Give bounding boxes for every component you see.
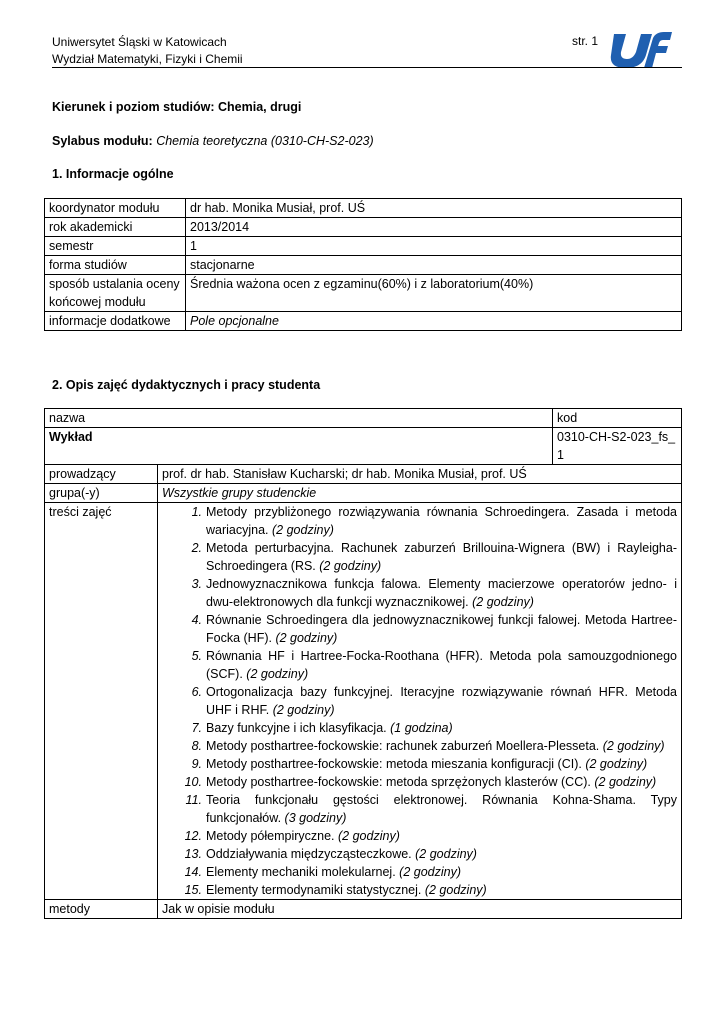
- topic-number: 2.: [191, 541, 202, 555]
- table-row: [45, 312, 682, 331]
- code-header: kod: [553, 409, 682, 428]
- topic-item: [162, 827, 677, 845]
- study-label: Kierunek i poziom studiów:: [52, 100, 215, 114]
- topic-text: [206, 611, 677, 647]
- methods-label: metody: [45, 900, 158, 919]
- topic-hours: (2 godziny): [338, 829, 400, 843]
- topic-body: Bazy funkcyjne i ich klasyfikacja.: [206, 721, 387, 735]
- content-label: treści zajęć: [45, 503, 158, 900]
- section1-title: 1. Informacje ogólne: [52, 167, 174, 181]
- methods-value: Jak w opisie modułu: [158, 900, 682, 919]
- topic-text: [206, 503, 677, 539]
- header-rule: [52, 67, 682, 68]
- row-value: 1: [186, 237, 682, 256]
- table-row: [45, 199, 682, 218]
- table-row: [45, 237, 682, 256]
- faculty-name: Wydział Matematyki, Fizyki i Chemii: [52, 52, 243, 66]
- table-row: [45, 465, 682, 484]
- university-name: Uniwersytet Śląski w Katowicach: [52, 35, 227, 49]
- topic-hours: (1 godzina): [390, 721, 453, 735]
- topic-hours: (2 godziny): [275, 631, 338, 645]
- topic-item: [162, 647, 677, 683]
- topic-body: Teoria funkcjonału gęstości elektronowej. Równania Kohna-Shama. Typy funkcjonałów.: [206, 793, 677, 825]
- topic-number: 4.: [191, 613, 202, 627]
- instructors-label: prowadzący: [45, 465, 158, 484]
- topic-hours: (2 godziny): [246, 667, 309, 681]
- instructors-value: prof. dr hab. Stanisław Kucharski; dr hab. Monika Musiał, prof. UŚ: [158, 465, 682, 484]
- row-value: 2013/2014: [186, 218, 682, 237]
- topic-body: Elementy termodynamiki statystycznej.: [206, 883, 422, 897]
- topic-number: 7.: [191, 721, 202, 735]
- general-info-table: [44, 198, 682, 331]
- name-header: nazwa: [45, 409, 553, 428]
- topic-body: Metody przybliżonego rozwiązywania równania Schroedingera. Zasada i metoda wariacyjna.: [206, 505, 677, 537]
- topic-text: [206, 683, 677, 719]
- row-label: informacje dodatkowe: [45, 312, 186, 331]
- syllabus-value: Chemia teoretyczna (0310-CH-S2-023): [156, 134, 374, 148]
- course-code: 0310-CH-S2-023_fs_1: [553, 428, 682, 465]
- topic-text: [206, 575, 677, 611]
- topic-body: Oddziaływania międzycząsteczkowe.: [206, 847, 412, 861]
- topic-text: [206, 539, 677, 575]
- topic-number: 13.: [184, 847, 202, 861]
- topic-number: 12.: [184, 829, 202, 843]
- topic-item: [162, 539, 677, 575]
- topics-list: [162, 503, 677, 899]
- topic-number: 5.: [191, 649, 202, 663]
- topic-number: 11.: [185, 793, 202, 807]
- content-cell: [158, 503, 682, 900]
- topic-item: [162, 683, 677, 719]
- table-row: [45, 900, 682, 919]
- topic-text: [206, 647, 677, 683]
- page-header: [52, 34, 243, 68]
- page-number: str. 1: [572, 34, 599, 48]
- topic-text: [206, 755, 677, 773]
- topic-text: [206, 827, 677, 845]
- topic-item: [162, 773, 677, 791]
- group-value: Wszystkie grupy studenckie: [158, 484, 682, 503]
- row-label: forma studiów: [45, 256, 186, 275]
- course-description-table: [44, 408, 682, 919]
- section2-title: 2. Opis zajęć dydaktycznych i pracy studenta: [52, 378, 321, 392]
- topic-body: Metody posthartree-fockowskie: metoda mieszania konfiguracji (CI).: [206, 757, 582, 771]
- university-logo: [608, 28, 674, 70]
- topic-body: Metody posthartree-fockowskie: rachunek zaburzeń Moellera-Plesseta.: [206, 739, 600, 753]
- topic-hours: (2 godziny): [585, 757, 648, 771]
- topic-item: [162, 611, 677, 647]
- topic-hours: (2 godziny): [424, 883, 487, 897]
- topic-item: [162, 719, 677, 737]
- topic-item: [162, 575, 677, 611]
- table-row: [45, 409, 682, 428]
- table-row: [45, 256, 682, 275]
- topic-item: [162, 791, 677, 827]
- topic-hours: (2 godziny): [415, 847, 477, 861]
- table-row: [45, 428, 682, 465]
- syllabus-label: Sylabus modułu:: [52, 134, 153, 148]
- topic-number: 14.: [184, 865, 202, 879]
- row-label: sposób ustalania oceny końcowej modułu: [45, 275, 186, 312]
- topic-number: 9.: [191, 757, 202, 771]
- topic-text: [206, 773, 677, 791]
- topic-number: 10.: [184, 775, 202, 789]
- topic-item: [162, 755, 677, 773]
- topic-item: [162, 881, 677, 899]
- table-row: [45, 503, 682, 900]
- topic-item: [162, 737, 677, 755]
- topic-number: 1.: [191, 505, 202, 519]
- study-line: [52, 100, 301, 114]
- topic-body: Równania HF i Hartree-Focka-Roothana (HFR). Metoda pola samouzgodnionego (SCF).: [206, 649, 677, 681]
- group-label: grupa(-y): [45, 484, 158, 503]
- topic-hours: (2 godziny): [319, 559, 382, 573]
- course-name: Wykład: [45, 428, 553, 465]
- topic-text: [206, 881, 677, 899]
- row-label: semestr: [45, 237, 186, 256]
- topic-number: 8.: [191, 739, 202, 753]
- table-row: [45, 218, 682, 237]
- topic-body: Metody posthartree-fockowskie: metoda sprzężonych klasterów (CC).: [206, 775, 591, 789]
- topic-hours: (2 godziny): [399, 865, 461, 879]
- topic-text: [206, 863, 677, 881]
- topic-hours: (3 godziny): [284, 811, 347, 825]
- topic-item: [162, 863, 677, 881]
- topic-number: 3.: [191, 577, 202, 591]
- topic-number: 15.: [184, 883, 202, 897]
- topic-body: Metoda perturbacyjna. Rachunek zaburzeń Brillouina-Wignera (BW) i Rayleigha-Schroedingera (RS.: [206, 541, 677, 573]
- topic-body: Metody półempiryczne.: [206, 829, 335, 843]
- table-row: [45, 484, 682, 503]
- topic-item: [162, 845, 677, 863]
- table-row: [45, 275, 682, 312]
- topic-hours: (2 godziny): [472, 595, 534, 609]
- topic-text: [206, 719, 677, 737]
- topic-text: [206, 845, 677, 863]
- row-value: Pole opcjonalne: [186, 312, 682, 331]
- topic-text: [206, 737, 677, 755]
- study-value: Chemia, drugi: [218, 100, 302, 114]
- topic-item: [162, 503, 677, 539]
- topic-hours: (2 godziny): [272, 703, 335, 717]
- topic-hours: (2 godziny): [594, 775, 657, 789]
- row-label: koordynator modułu: [45, 199, 186, 218]
- row-value: dr hab. Monika Musiał, prof. UŚ: [186, 199, 682, 218]
- row-label: rok akademicki: [45, 218, 186, 237]
- topic-body: Jednowyznacznikowa funkcja falowa. Elementy macierzowe operatorów jedno- i dwu-elektronowych dla funkcji wyznacznikowej.: [206, 577, 677, 609]
- topic-body: Ortogonalizacja bazy funkcyjnej. Iteracyjne rozwiązywanie równań HFR. Metoda UHF i RHF.: [206, 685, 677, 717]
- topic-body: Równanie Schroedingera dla jednowyznacznikowej funkcji falowej. Metoda Hartree-Focka (HF).: [206, 613, 677, 645]
- topic-number: 6.: [191, 685, 202, 699]
- row-value: Średnia ważona ocen z egzaminu(60%) i z laboratorium(40%): [186, 275, 682, 312]
- topic-hours: (2 godziny): [272, 523, 334, 537]
- topic-hours: (2 godziny): [602, 739, 665, 753]
- row-value: stacjonarne: [186, 256, 682, 275]
- topic-body: Elementy mechaniki molekularnej.: [206, 865, 396, 879]
- topic-text: [206, 791, 677, 827]
- syllabus-line: [52, 134, 374, 148]
